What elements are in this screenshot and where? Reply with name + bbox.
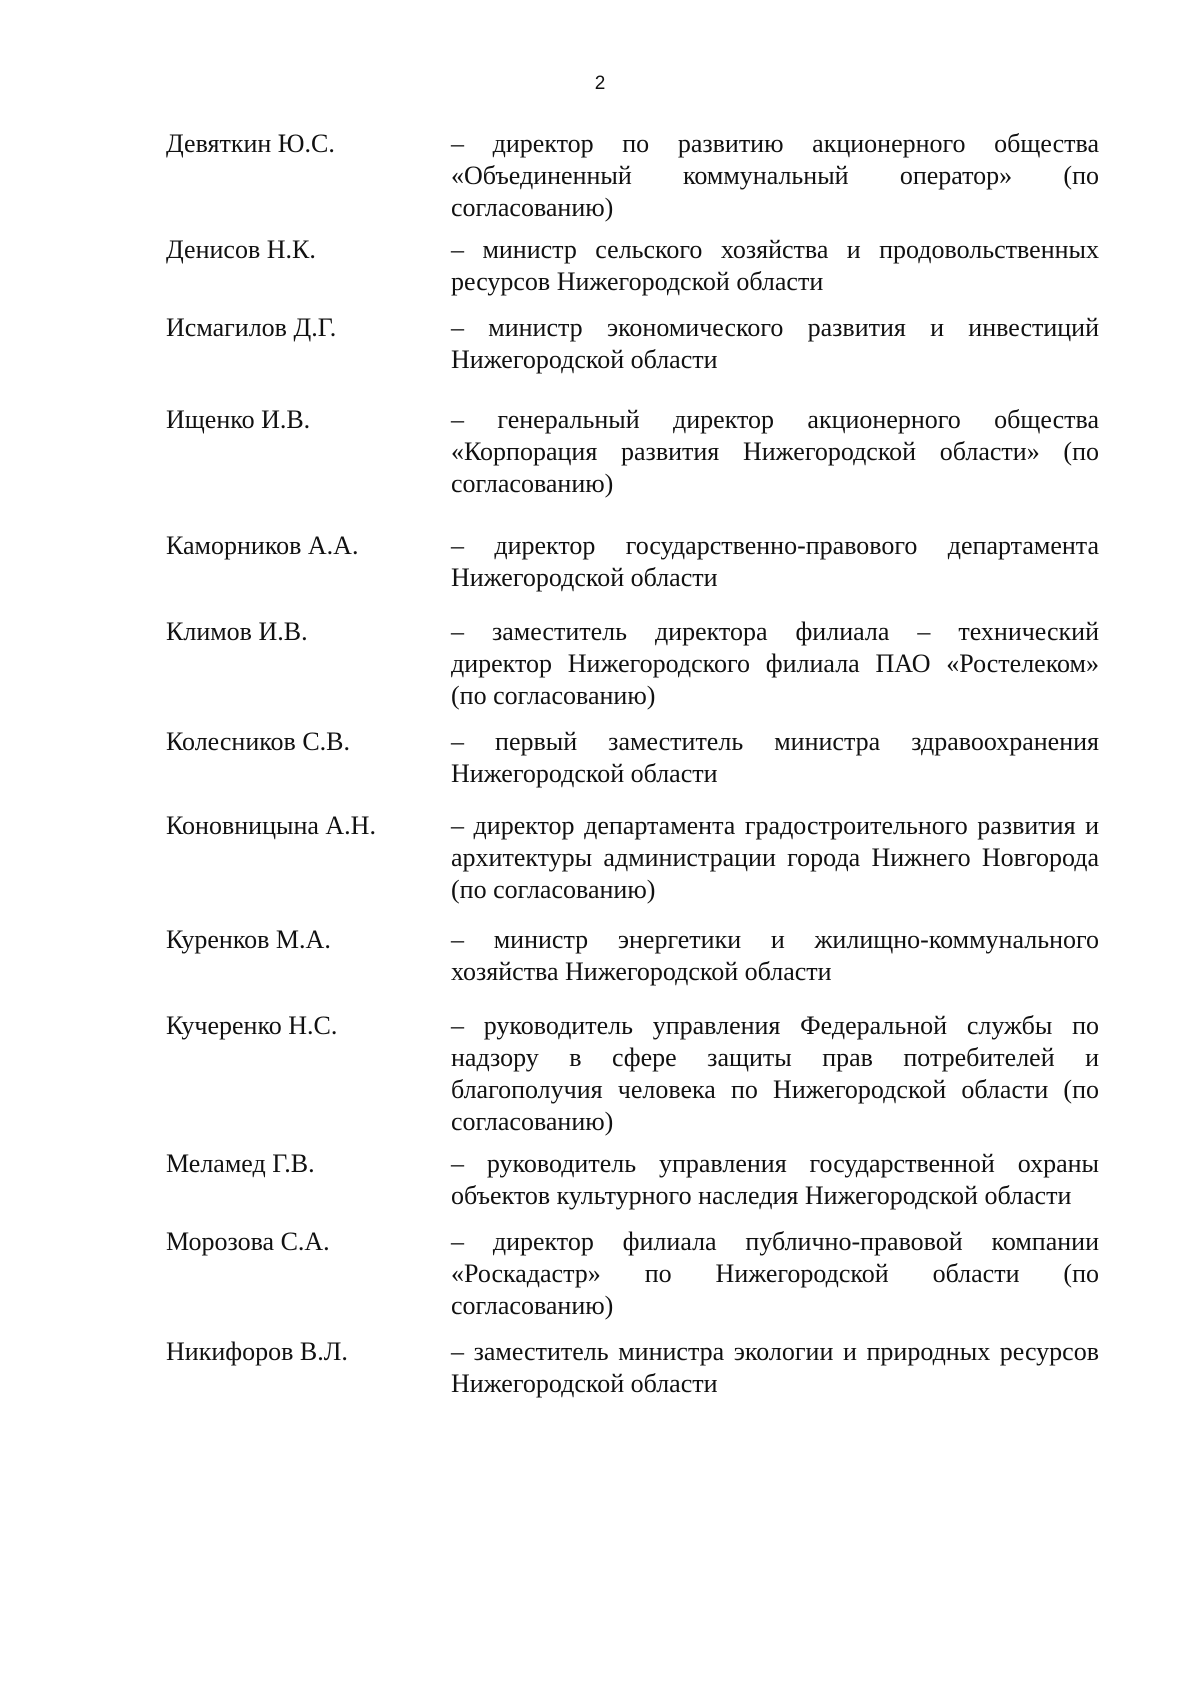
member-position: – директор по развитию акционерного общества «Объединенный коммунальный оператор» (по согласованию) xyxy=(451,129,1099,222)
member-position: – директор государственно-правового департамента Нижегородской области xyxy=(451,531,1099,592)
member-entry xyxy=(166,1148,1099,1212)
member-entry xyxy=(166,312,1099,376)
member-position: – заместитель директора филиала – технический директор Нижегородского филиала ПАО «Ростелеком» (по согласованию) xyxy=(451,617,1099,710)
member-name: Исмагилов Д.Г. xyxy=(166,313,337,342)
member-position: – руководитель управления государственной охраны объектов культурного наследия Нижегородской области xyxy=(451,1149,1099,1210)
member-position: – генеральный директор акционерного общества «Корпорация развития Нижегородской области» (по согласованию) xyxy=(451,405,1099,498)
member-entry xyxy=(166,726,1099,790)
member-entry xyxy=(166,1336,1099,1400)
member-list xyxy=(166,128,1099,1400)
member-entry xyxy=(166,404,1099,500)
member-name: Колесников С.В. xyxy=(166,727,351,756)
member-name: Меламед Г.В. xyxy=(166,1149,315,1178)
member-position: – министр сельского хозяйства и продовольственных ресурсов Нижегородской области xyxy=(451,235,1099,296)
member-position: – министр энергетики и жилищно-коммунального хозяйства Нижегородской области xyxy=(451,925,1099,986)
member-position: – министр экономического развития и инвестиций Нижегородской области xyxy=(451,313,1099,374)
member-entry xyxy=(166,234,1099,298)
member-position: – заместитель министра экологии и природных ресурсов Нижегородской области xyxy=(451,1337,1099,1398)
member-name: Климов И.В. xyxy=(166,617,308,646)
member-name: Морозова С.А. xyxy=(166,1227,330,1256)
member-position: – руководитель управления Федеральной службы по надзору в сфере защиты прав потребителей и благополучия человека по Нижегородской области (по согласованию) xyxy=(451,1011,1099,1136)
member-position: – первый заместитель министра здравоохранения Нижегородской области xyxy=(451,727,1099,788)
member-entry xyxy=(166,810,1099,906)
member-entry xyxy=(166,128,1099,224)
member-name: Каморников А.А. xyxy=(166,531,359,560)
member-name: Ищенко И.В. xyxy=(166,405,311,434)
member-entry xyxy=(166,924,1099,988)
member-name: Коновницына А.Н. xyxy=(166,811,376,840)
member-name: Никифоров В.Л. xyxy=(166,1337,348,1366)
member-entry xyxy=(166,530,1099,594)
member-name: Денисов Н.К. xyxy=(166,235,316,264)
member-position: – директор департамента градостроительного развития и архитектуры администрации города Нижнего Новгорода (по согласованию) xyxy=(451,811,1099,904)
member-name: Куренков М.А. xyxy=(166,925,331,954)
member-entry xyxy=(166,1226,1099,1322)
page-number: 2 xyxy=(594,73,606,94)
member-entry xyxy=(166,1010,1099,1138)
member-name: Девяткин Ю.С. xyxy=(166,129,335,158)
member-entry xyxy=(166,616,1099,712)
member-position: – директор филиала публично-правовой компании «Роскадастр» по Нижегородской области (по согласованию) xyxy=(451,1227,1099,1320)
member-name: Кучеренко Н.С. xyxy=(166,1011,338,1040)
